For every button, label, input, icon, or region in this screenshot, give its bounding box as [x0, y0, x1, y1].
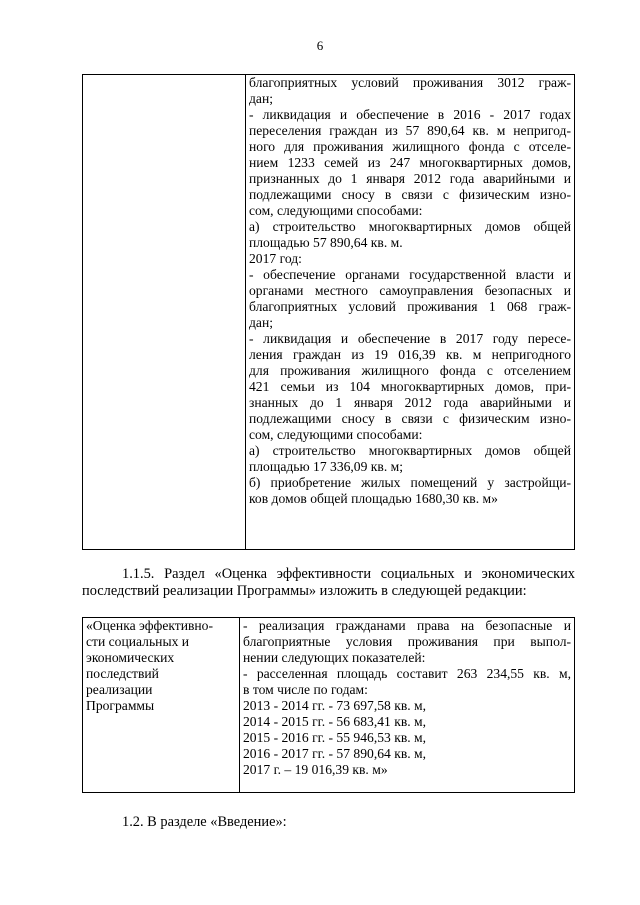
paragraph-1-2-text: 1.2. В разделе «Введение»:: [122, 814, 287, 830]
paragraph-1-1-5-line1: 1.1.5. Раздел «Оценка эффективности социальных и экономических: [122, 566, 575, 582]
table2-right-cell: [240, 618, 575, 793]
table2-right-line: благоприятные условия проживания при выпол-: [243, 634, 571, 649]
table1-line: б) приобретение жилых помещений у застройщи-: [249, 475, 571, 490]
page-number: 6: [316, 38, 324, 53]
table1-line: а) строительство многоквартирных домов общей: [249, 443, 571, 458]
table1-line: 2017 год:: [249, 251, 302, 266]
passport-table-continued: [82, 74, 575, 550]
table1-line: знанных до 1 января 2012 года аварийными и: [249, 395, 571, 410]
table1-line: признанных до 1 января 2012 года аварийными и: [249, 171, 571, 186]
table1-line: подлежащими сносу в связи с физическим изно-: [249, 187, 571, 202]
table2-left-line: сти социальных и: [86, 634, 190, 649]
table2-right-line: 2013 - 2014 гг. - 73 697,58 кв. м,: [243, 698, 427, 713]
table1-line: а) строительство многоквартирных домов общей: [249, 219, 571, 234]
table2-right-line: - реализация гражданами права на безопасные и: [243, 618, 571, 633]
table1-line: для проживания жилищного фонда с отселением: [249, 363, 571, 378]
table1-line: дан;: [249, 315, 274, 330]
table1-line: - обеспечение органами государственной власти и: [249, 267, 571, 282]
table2-left-line: последствий: [86, 666, 159, 681]
table1-line: площадью 57 890,64 кв. м.: [249, 235, 403, 250]
table2-left-line: реализации: [86, 682, 153, 697]
table1-line: ления граждан из 19 016,39 кв. м непригодного: [249, 347, 571, 362]
table1-line: площадью 17 336,09 кв. м;: [249, 459, 403, 474]
table1-line: ного для проживания жилищного фонда с отселе-: [249, 139, 571, 154]
paragraph-1-1-5-line2: последствий реализации Программы» изложить в следующей редакции:: [82, 583, 527, 599]
table1-line: ков домов общей площадью 1680,30 кв. м»: [249, 491, 498, 506]
paragraph-1-1-5: [82, 566, 575, 600]
table2-right-line: 2017 г. – 19 016,39 кв. м»: [243, 762, 388, 777]
table1-line: дан;: [249, 91, 274, 106]
table2-right-line: 2014 - 2015 гг. - 56 683,41 кв. м,: [243, 714, 427, 729]
table2-right-line: - расселенная площадь составит 263 234,55 кв. м,: [243, 666, 571, 681]
table1-left-cell: [83, 75, 246, 550]
table1-line: - ликвидация и обеспечение в 2016 - 2017 годах: [249, 107, 571, 122]
table1-line: переселения граждан из 57 890,64 кв. м непригод-: [249, 123, 571, 138]
table1-line: органами местного самоуправления безопасных и: [249, 283, 571, 298]
table2-left-line: Программы: [86, 698, 155, 713]
table1-line: сом, следующими способами:: [249, 203, 423, 218]
table1-line: нием 1233 семей из 247 многоквартирных домов,: [249, 155, 571, 170]
table2-right-line: нении следующих показателей:: [243, 650, 426, 665]
table1-line: - ликвидация и обеспечение в 2017 году пересе-: [249, 331, 571, 346]
table1-line: благоприятных условий проживания 3012 граж-: [249, 75, 571, 90]
table2-left-cell: [83, 618, 240, 793]
paragraph-1-2: [82, 814, 575, 831]
table2-right-line: 2015 - 2016 гг. - 55 946,53 кв. м,: [243, 730, 427, 745]
table2-left-line: «Оценка эффективно-: [86, 618, 214, 633]
table1-right-cell: [246, 75, 575, 550]
table2-right-line: в том числе по годам:: [243, 682, 368, 697]
table1-line: благоприятных условий проживания 1 068 граж-: [249, 299, 571, 314]
table1-line: подлежащими сносу в связи с физическим изно-: [249, 411, 571, 426]
table1-line: сом, следующими способами:: [249, 427, 423, 442]
table2-left-line: экономических: [86, 650, 175, 665]
evaluation-table: [82, 617, 575, 793]
table1-line: 421 семьи из 104 многоквартирных домов, при-: [249, 379, 571, 394]
table2-right-line: 2016 - 2017 гг. - 57 890,64 кв. м,: [243, 746, 427, 761]
